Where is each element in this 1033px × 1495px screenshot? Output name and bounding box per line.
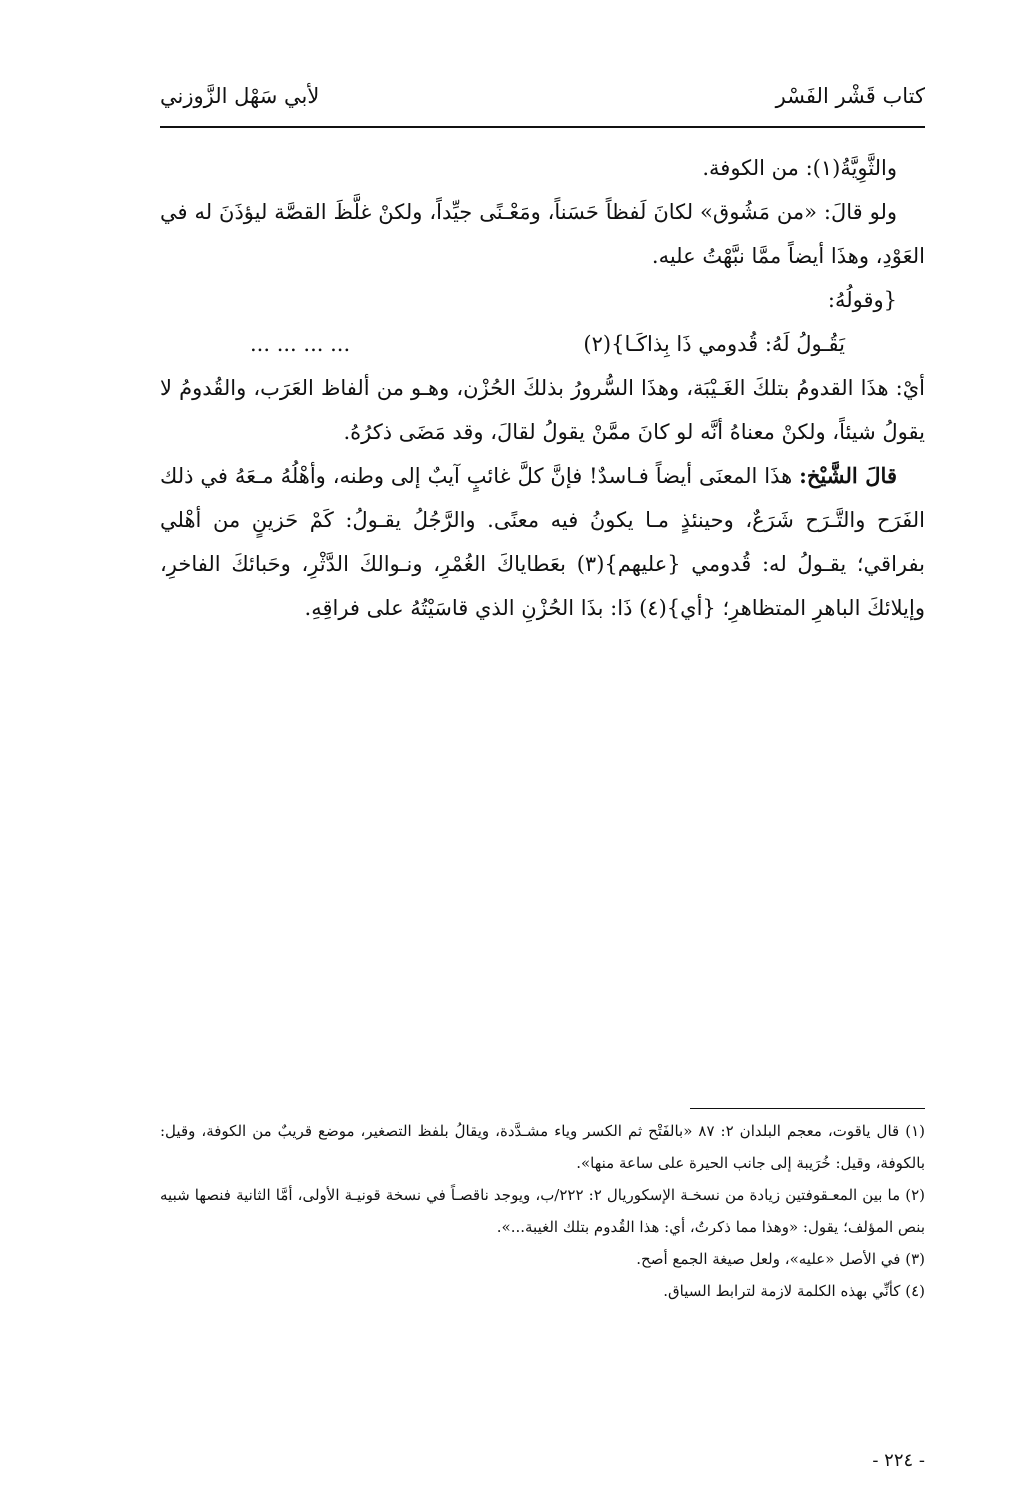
footnote-rule (690, 1108, 925, 1109)
author-name: لأبي سَهْل الزَّوزني (160, 84, 320, 108)
verse-ellipsis: ... ... ... ... (250, 332, 351, 356)
page-number: - ٢٢٤ - (872, 1450, 925, 1471)
footnote-2: (٢) ما بين المعـقوفتين زيادة من نسخـة الإسكوريال ٢: ٢٢٢/ب، ويوجد ناقصـاً في نسخة قونيـة الأولى، أمَّا الثانية فنصها شبيه بنص المؤلف؛ يقول: «وهذا مما ذكرتُ، أي: هذا القُدوم بتلك الغيبة...». (160, 1186, 926, 1236)
main-text (160, 146, 925, 630)
poem-intro: {وقولُهُ: (827, 288, 897, 312)
footnote-1: (١) قال ياقوت، معجم البلدان ٢: ٨٧ «بالفَتْح ثم الكسر وياء مشـدَّدة، ويقالُ بلفظ التصغير، موضع قريبٌ من الكوفة، وقيل: بالكوفة، وقيل: خُرَيبة إلى جانب الحيرة على ساعة منها». (160, 1122, 925, 1172)
verse-line (160, 322, 925, 366)
footnote-4: (٤) كأنِّي بهذه الكلمة لازمة لترابط السياق. (663, 1282, 925, 1300)
shaykh-text: هذَا المعنَى أيضاً فـاسدٌ! فإنَّ كلَّ غائبٍ آيبٌ إلى وطنه، وأهْلُهُ مـعَهُ في ذلك الفَرَح والتَّـرَح شَرَعٌ، وحينئذٍ مـا يكونُ فيه معنًى. والرَّجُلُ يقـولُ: كَمْ حَزينٍ من أهْلي بفراقي؛ يقـولُ له: قُدومي {عليهم}(٣) بعَطاياكَ الغُمْرِ، ونـوالكَ الدَّثْرِ، وحَبائكَ الفاخرِ، وإيلائكَ الباهرِ المتظاهرِ؛ {أي}(٤) ذَا: بذَا الحُزْنِ الذي قاسَيْتُهُ على فراقِهِ. (160, 464, 925, 620)
verse-text: يَقُـولُ لَهُ: قُدومي ذَا بِذاكَـا}(٢) (583, 332, 845, 356)
running-header (160, 84, 925, 108)
text-line-thawiyya: والثَّوِيَّةُ(١): من الكوفة. (702, 156, 897, 180)
footnotes (160, 1115, 925, 1307)
paragraph-shaykh (160, 454, 925, 630)
book-title: كتاب قَشْر الفَسْر (775, 84, 925, 108)
header-rule (160, 126, 925, 128)
paragraph-commentary: أيْ: هذَا القدومُ بتلكَ الغَـيْبَة، وهذَا السُّرورُ بذلكَ الحُزْن، وهـو من ألفاظ العَرَب، والقُدومُ لا يقولُ شيئاً، ولكنْ معناهُ أنَّه لو كانَ ممَّنْ يقولُ لقالَ، وقد مَضَى ذكرُهُ. (160, 376, 925, 444)
shaykh-lead: قالَ الشَّيْخ: (799, 463, 897, 488)
paragraph-mashuq: ولو قالَ: «من مَشُوق» لكانَ لَفظاً حَسَناً، ومَعْـنًى جيِّداً، ولكنْ غلَّظَ القصَّة ليؤذَنَ له في العَوْدِ، وهذَا أيضاً ممَّا نبَّهْتُ عليه. (160, 200, 925, 268)
footnote-3: (٣) في الأصل «عليه»، ولعل صيغة الجمع أصح. (636, 1250, 925, 1268)
